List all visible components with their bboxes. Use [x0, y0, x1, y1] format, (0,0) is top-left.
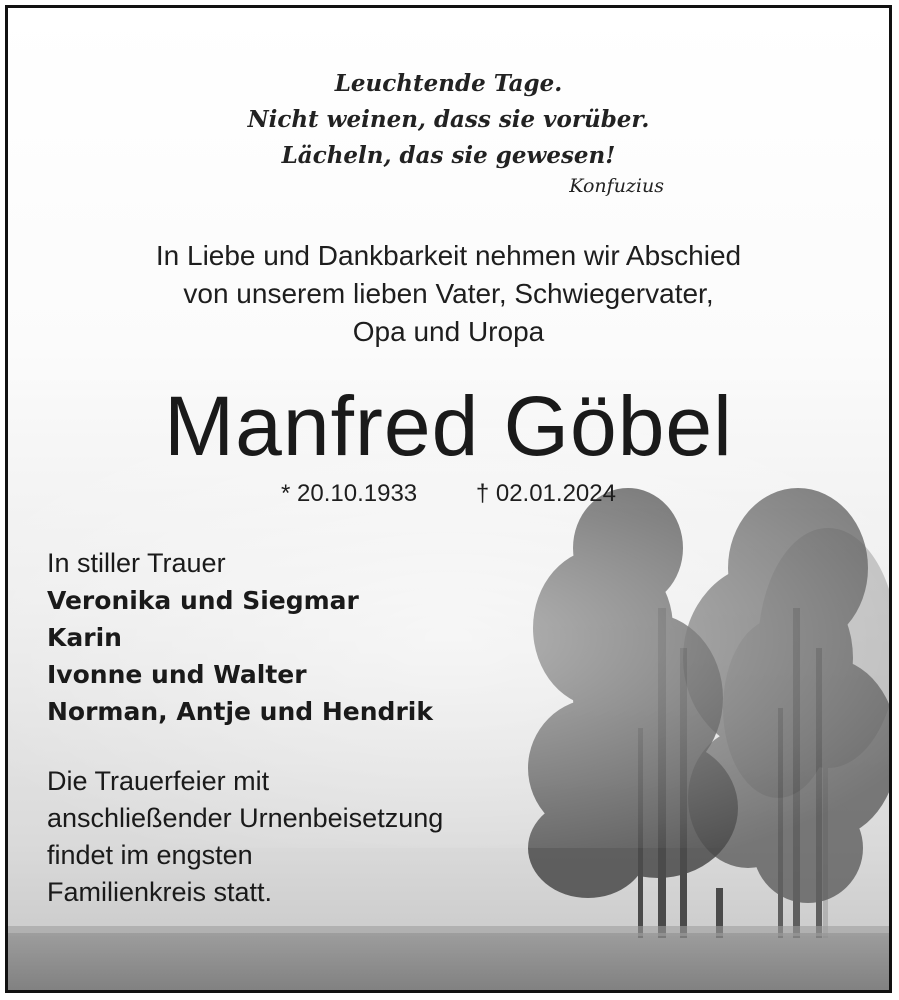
obituary-card	[5, 5, 892, 993]
ceremony-line: findet im engsten	[47, 840, 253, 870]
quote-author: Konfuzius	[569, 175, 664, 197]
quote-block	[8, 66, 889, 200]
ceremony-notice	[47, 763, 443, 911]
mourner-name: Veronika und Siegmar	[47, 586, 359, 615]
intro-line: Opa und Uropa	[352, 316, 545, 347]
death-date: † 02.01.2024	[475, 480, 616, 507]
intro-line: In Liebe und Dankbarkeit nehmen wir Abschied	[155, 240, 742, 271]
farewell-intro	[8, 237, 889, 351]
birth-date: * 20.10.1933	[281, 480, 418, 507]
life-dates	[8, 478, 889, 510]
mourner-name: Ivonne und Walter	[47, 660, 307, 689]
deceased-name: Manfred Göbel	[164, 379, 733, 473]
quote-line: Nicht weinen, dass sie vorüber.	[247, 106, 650, 133]
meadow-ground	[8, 933, 889, 990]
intro-line: von unserem lieben Vater, Schwiegervater,	[183, 278, 714, 309]
quote-line: Leuchtende Tage.	[334, 70, 563, 97]
ceremony-line: anschließender Urnenbeisetzung	[47, 803, 444, 833]
ceremony-line: Die Trauerfeier mit	[47, 766, 270, 796]
mourners-block	[47, 545, 433, 730]
mourner-name: Karin	[47, 623, 122, 652]
mourners-heading: In stiller Trauer	[47, 548, 226, 578]
mourner-name: Norman, Antje und Hendrik	[47, 697, 433, 726]
ceremony-line: Familienkreis statt.	[47, 877, 273, 907]
quote-line: Lächeln, das sie gewesen!	[281, 142, 616, 169]
